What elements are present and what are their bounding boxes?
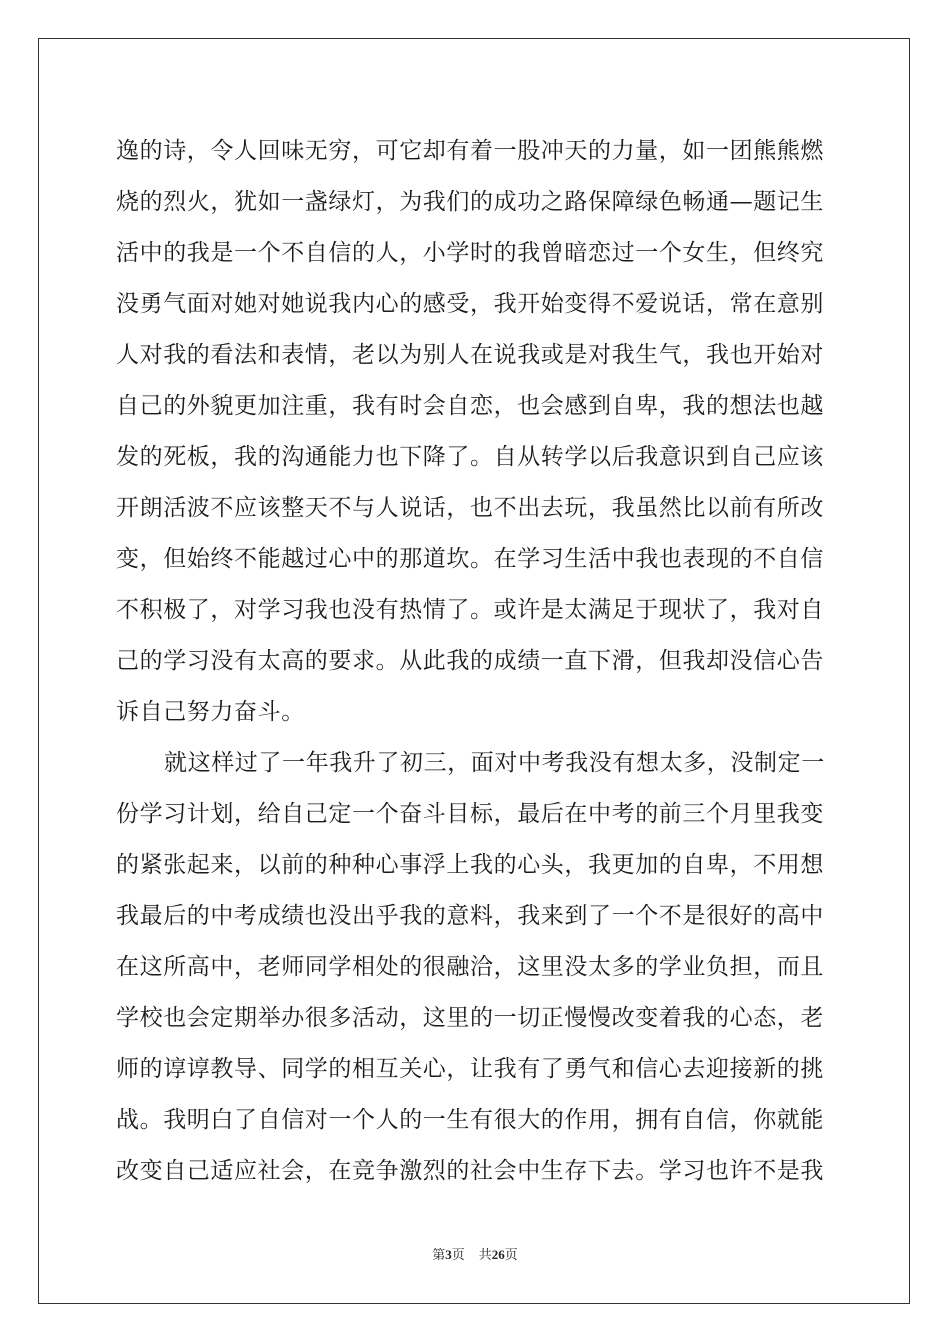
- total-pages: 26: [491, 1247, 505, 1262]
- text-line: 我最后的中考成绩也没出乎我的意料，我来到了一个不是很好的高中: [116, 903, 824, 929]
- text-line: 的紧张起来，以前的种种心事浮上我的心头，我更加的自卑，不用想: [116, 852, 824, 878]
- text-line: 烧的烈火，犹如一盏绿灯，为我们的成功之路保障绿色畅通—题记生: [116, 189, 824, 215]
- text-line: 己的学习没有太高的要求。从此我的成绩一直下滑，但我却没信心告: [116, 648, 824, 674]
- body-text: [116, 126, 832, 1197]
- page-footer: [0, 1246, 950, 1265]
- text-line: 改变自己适应社会，在竞争激烈的社会中生存下去。学习也许不是我: [116, 1158, 824, 1184]
- text-line: 诉自己努力奋斗。: [116, 699, 305, 725]
- text-line: 活中的我是一个不自信的人，小学时的我曾暗恋过一个女生，但终究: [116, 240, 824, 266]
- page-number: 3: [445, 1247, 452, 1262]
- total-suffix: 页: [504, 1248, 518, 1263]
- text-line: 学校也会定期举办很多活动，这里的一切正慢慢改变着我的心态，老: [116, 1005, 824, 1031]
- text-line: 战。我明白了自信对一个人的一生有很大的作用，拥有自信，你就能: [116, 1107, 824, 1133]
- text-line: 没勇气面对她对她说我内心的感受，我开始变得不爱说话，常在意别: [116, 291, 824, 317]
- text-line: 发的死板，我的沟通能力也下降了。自从转学以后我意识到自己应该: [116, 444, 824, 470]
- text-line: 变，但始终不能越过心中的那道坎。在学习生活中我也表现的不自信: [116, 546, 824, 572]
- page-suffix: 页: [451, 1248, 465, 1263]
- text-line: 份学习计划，给自己定一个奋斗目标，最后在中考的前三个月里我变: [116, 801, 824, 827]
- text-line: 人对我的看法和表情，老以为别人在说我或是对我生气，我也开始对: [116, 342, 824, 368]
- paragraph-first-line: 就这样过了一年我升了初三，面对中考我没有想太多，没制定一: [164, 750, 825, 776]
- text-line: 自己的外貌更加注重，我有时会自恋，也会感到自卑，我的想法也越: [116, 393, 824, 419]
- text-line: 不积极了，对学习我也没有热情了。或许是太满足于现状了，我对自: [116, 597, 824, 623]
- text-line: 开朗活波不应该整天不与人说话，也不出去玩，我虽然比以前有所改: [116, 495, 824, 521]
- text-line: 在这所高中，老师同学相处的很融洽，这里没太多的学业负担，而且: [116, 954, 824, 980]
- text-line: 逸的诗，令人回味无穷，可它却有着一股冲天的力量，如一团熊熊燃: [116, 138, 824, 164]
- text-line: 师的谆谆教导、同学的相互关心，让我有了勇气和信心去迎接新的挑: [116, 1056, 824, 1082]
- page-prefix: 第: [432, 1248, 446, 1263]
- total-prefix: 共: [478, 1248, 492, 1263]
